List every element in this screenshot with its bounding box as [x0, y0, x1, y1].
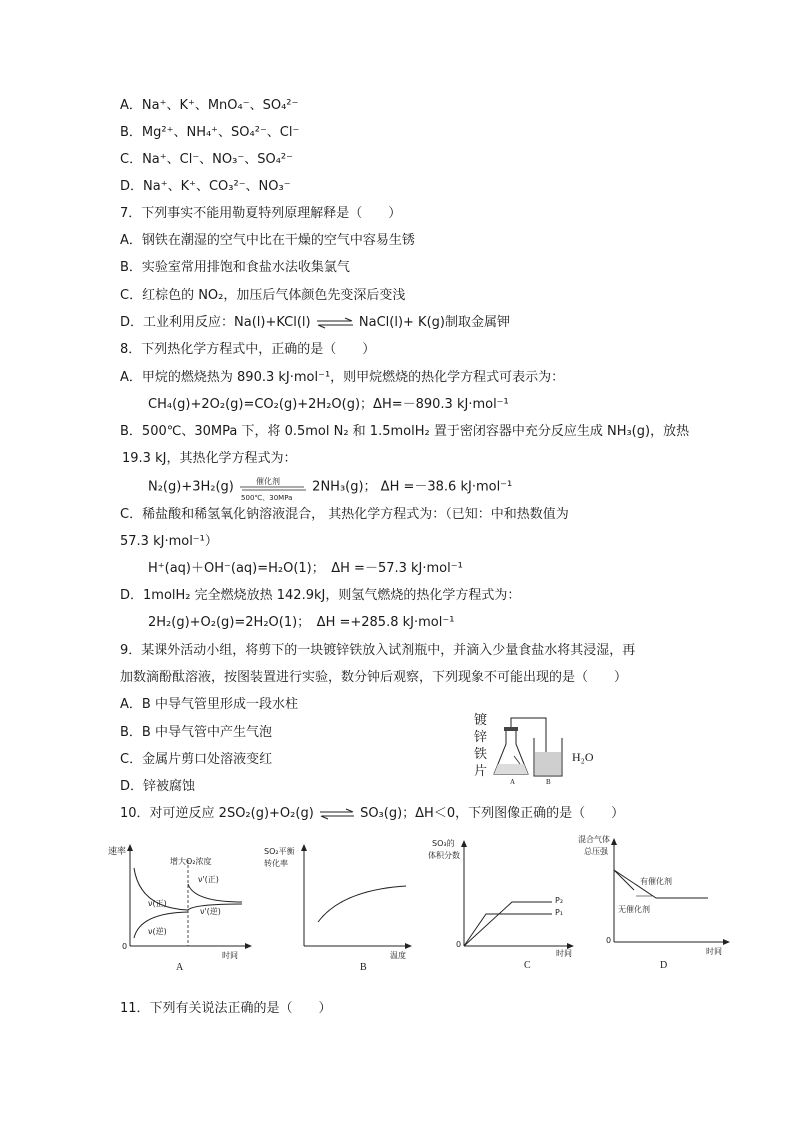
- graph-a-ylabel: 速率: [108, 847, 127, 857]
- graph-a-origin: 0: [122, 942, 128, 951]
- q7-stem: 7．下列事实不能用勒夏特列原理解释是（ ）: [120, 206, 402, 221]
- graph-a-xlabel: 时间: [222, 951, 238, 960]
- graph-a-note: 增大O₂浓度: [170, 857, 212, 866]
- graph-a-v3: ν(正): [148, 899, 167, 908]
- q8-stem: 8．下列热化学方程式中，正确的是（ ）: [120, 342, 376, 357]
- equilibrium-arrow-icon: [315, 317, 355, 329]
- option-a-top: A．Na⁺、K⁺、MnO₄⁻、SO₄²⁻: [120, 98, 299, 113]
- q8-option-a-line1: A．甲烷的燃烧热为 890.3 kJ·mol⁻¹，则甲烷燃烧的热化学方程式可表示为：: [120, 370, 565, 385]
- graph-c: [428, 834, 578, 974]
- condition-label: 500℃、30MPa: [241, 494, 293, 502]
- graph-c-origin: 0: [456, 940, 462, 949]
- q7-option-d: D．工业利用反应：Na(l)+KCl(l) NaCl(l)+ K(g)制取金属钾: [120, 315, 510, 330]
- graph-a-caption: A: [176, 962, 184, 973]
- graph-a-v2: ν'(逆): [200, 907, 221, 916]
- q8-option-b-line1: B．500℃、30MPa 下，将 0.5mol N₂ 和 1.5molH₂ 置于密闭容器中充分反应生成 NH₃(g)，放热: [120, 424, 690, 439]
- flask-label: A: [510, 778, 516, 786]
- equilibrium-arrow-icon: [318, 808, 356, 820]
- q8-option-c-equation: H⁺(aq)＋OH⁻(aq)=H₂O(1)； ΔH =－57.3 kJ·mol⁻¹: [148, 561, 463, 576]
- graph-b: [262, 838, 412, 978]
- option-d-top: D．Na⁺、K⁺、CO₃²⁻、NO₃⁻: [120, 179, 291, 194]
- graph-c-p1: P₁: [555, 908, 564, 917]
- q7-option-b: B．实验室常用排饱和食盐水法收集氯气: [120, 260, 350, 275]
- q8-option-c-line1: C．稀盐酸和稀氢氧化钠溶液混合， 其热化学方程式为：（已知：中和热数值为: [120, 507, 569, 522]
- q8-option-b-line2: 19.3 kJ，其热化学方程式为：: [122, 451, 297, 466]
- graph-a-v1: ν'(正): [198, 875, 219, 884]
- graph-b-xlabel: 温度: [390, 951, 406, 960]
- q8-option-d-equation: 2H₂(g)+O₂(g)=2H₂O(1)； ΔH =+285.8 kJ·mol⁻¹: [148, 615, 455, 630]
- graph-b-caption: B: [360, 962, 367, 973]
- option-b-top: B．Mg²⁺、NH₄⁺、SO₄²⁻、Cl⁻: [120, 125, 300, 140]
- graph-c-caption: C: [524, 960, 531, 971]
- graph-c-ylabel1: SO₃的: [432, 839, 455, 848]
- graph-c-ylabel2: 体积分数: [428, 851, 460, 860]
- graph-d-origin: 0: [606, 936, 612, 945]
- graph-b-ylabel2: 转化率: [264, 859, 288, 868]
- q9-stem-line1: 9．某课外活动小组，将剪下的一块镀锌铁放入试剂瓶中，并滴入少量食盐水将其浸湿，再: [120, 643, 636, 658]
- q8-option-d-line1: D．1molH₂ 完全燃烧放热 142.9kJ，则氢气燃烧的热化学方程式为：: [120, 588, 521, 603]
- graph-b-ylabel1: SO₂平衡: [264, 847, 295, 856]
- q7-option-a: A．钢铁在潮湿的空气中比在干燥的空气中容易生锈: [120, 233, 415, 248]
- graph-d-caption: D: [660, 960, 668, 971]
- option-c-top: C．Na⁺、Cl⁻、NO₃⁻、SO₄²⁻: [120, 152, 293, 167]
- q9-option-d: D．锌被腐蚀: [120, 779, 196, 794]
- water-label: H₂O: [572, 750, 594, 764]
- catalyst-label: 催化剂: [256, 477, 281, 486]
- graph-d: [576, 830, 736, 976]
- q9-stem-line2: 加数滴酚酞溶液，按图装置进行实验，数分钟后观察，下列现象不可能出现的是（ ）: [120, 670, 628, 685]
- graph-a-v4: ν(逆): [148, 927, 167, 936]
- q10-stem: 10．对可逆反应 2SO₂(g)+O₂(g) SO₃(g)；ΔH＜0，下列图像正确的是（ ）: [120, 806, 625, 821]
- q7-option-c: C．红棕色的 NO₂，加压后气体颜色先变深后变浅: [120, 288, 406, 303]
- q9-option-b: B．B 中导气管中产生气泡: [120, 725, 272, 740]
- graph-d-catalyst-label: 有催化剂: [640, 877, 672, 886]
- graph-d-ylabel2: 总压强: [584, 847, 608, 856]
- graph-d-ylabel1: 混合气体: [578, 835, 610, 844]
- graph-c-p2: P₂: [555, 896, 564, 905]
- apparatus-figure: [474, 712, 604, 792]
- q9-option-c: C．金属片剪口处溶液变红: [120, 752, 273, 767]
- q9-option-a: A．B 中导气管里形成一段水柱: [120, 697, 298, 712]
- catalyst-arrow: [238, 477, 308, 502]
- q8-option-c-line2: 57.3 kJ·mol⁻¹）: [120, 534, 218, 549]
- q8-option-a-equation: CH₄(g)+2O₂(g)=CO₂(g)+2H₂O(g)；ΔH=－890.3 kJ·mol⁻¹: [148, 397, 509, 412]
- graph-d-xlabel: 时间: [706, 947, 722, 956]
- q11-stem: 11．下列有关说法正确的是（ ）: [120, 1001, 332, 1016]
- galvanized-iron-label: 镀 锌 铁 片: [474, 713, 488, 779]
- graph-a: [108, 838, 258, 978]
- beaker-label: B: [546, 778, 551, 786]
- q8-option-b-equation: N₂(g)+3H₂(g) 催化剂 500℃、30MPa 2NH₃(g)； ΔH =－38.6 kJ·mol⁻¹: [148, 479, 512, 496]
- graph-d-no-catalyst-label: 无催化剂: [618, 905, 650, 914]
- graph-c-xlabel: 时间: [556, 949, 572, 958]
